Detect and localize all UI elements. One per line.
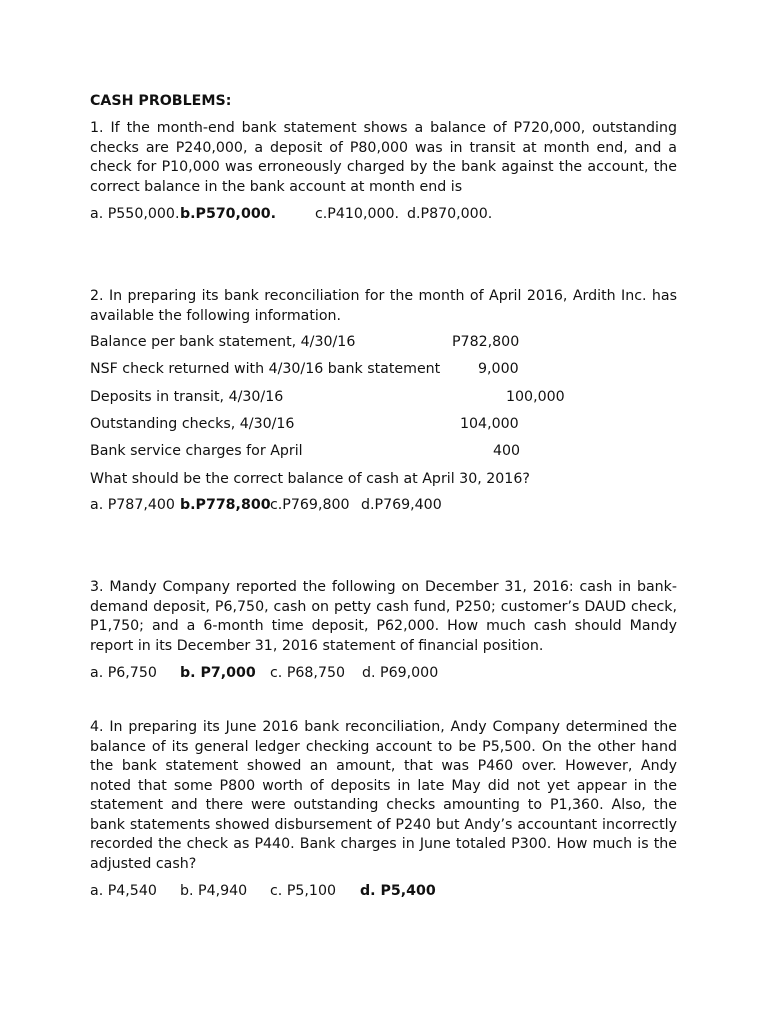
question-2-choices xyxy=(90,496,442,516)
question-4-choices xyxy=(90,882,436,902)
q4-choice-a: a. P4,540 xyxy=(90,883,157,899)
q4-choice-c: c. P5,100 xyxy=(270,883,336,899)
question-2-text: 2. In preparing its bank reconciliation for the month of April 2016, Ardith Inc. has available the following information. xyxy=(90,288,677,324)
q4-choice-d: d. P5,400 xyxy=(360,883,436,899)
q4-choice-b: b. P4,940 xyxy=(180,883,248,899)
question-2-prompt: What should be the correct balance of cash at April 30, 2016? xyxy=(90,471,530,487)
q2-row-label: Balance per bank statement, 4/30/16 xyxy=(90,334,356,350)
question-1-choices xyxy=(90,205,493,225)
q2-row-value: 104,000 xyxy=(460,416,519,432)
q2-row-value: 100,000 xyxy=(506,389,565,405)
q2-row-3 xyxy=(90,388,565,408)
q2-choice-d: d.P769,400 xyxy=(361,497,442,513)
question-3-text: 3. Mandy Company reported the following on December 31, 2016: cash in bank-demand deposit, P6,750, cash on petty cash fund, P250; customer’s DAUD check, P1,750; and a 6-month time deposit, P62,000. How much cash should Mandy report in its December 31, 2016 statement of financial position. xyxy=(90,579,677,654)
q2-row-4 xyxy=(90,415,519,435)
q1-choice-b: b.P570,000. xyxy=(180,206,276,222)
page-title: CASH PROBLEMS: xyxy=(90,93,232,109)
q1-choice-d: d.P870,000. xyxy=(407,206,493,222)
question-3-choices xyxy=(90,664,439,684)
q2-row-value: P782,800 xyxy=(452,334,520,350)
q2-row-label: Outstanding checks, 4/30/16 xyxy=(90,416,295,432)
q3-choice-b: b. P7,000 xyxy=(180,665,256,681)
question-1-text: 1. If the month-end bank statement shows a balance of P720,000, outstanding checks are P240,000, a deposit of P80,000 was in transit at month end, and a check for P10,000 was erroneously charged by the bank against the account, the correct balance in the bank account at month end is xyxy=(90,120,677,195)
q2-row-label: Deposits in transit, 4/30/16 xyxy=(90,389,284,405)
q3-choice-a: a. P6,750 xyxy=(90,665,157,681)
q2-row-value: 9,000 xyxy=(478,361,519,377)
q1-choice-a: a. P550,000. xyxy=(90,206,180,222)
q2-row-label: Bank service charges for April xyxy=(90,443,303,459)
q2-choice-b: b.P778,800 xyxy=(180,497,271,513)
q2-choice-c: c.P769,800 xyxy=(270,497,350,513)
q2-row-value: 400 xyxy=(493,443,521,459)
q2-row-5 xyxy=(90,442,521,462)
q3-choice-c: c. P68,750 xyxy=(270,665,346,681)
q2-choice-a: a. P787,400 xyxy=(90,497,175,513)
q2-row-1 xyxy=(90,333,520,353)
question-4-text: 4. In preparing its June 2016 bank reconciliation, Andy Company determined the balance of its general ledger checking account to be P5,500. On the other hand the bank statement showed an amount, that was P460 over. However, Andy noted that some P800 worth of deposits in late May did not yet appear in the statement and there were outstanding checks amounting to P1,360. Also, the bank statements showed disbursement of P240 but Andy’s accountant incorrectly recorded the check as P440. Bank charges in June totaled P300. How much is the adjusted cash? xyxy=(90,719,677,872)
q3-choice-d: d. P69,000 xyxy=(362,665,439,681)
q2-row-2 xyxy=(90,360,519,380)
q1-choice-c: c.P410,000. xyxy=(315,206,400,222)
q2-row-label: NSF check returned with 4/30/16 bank statement xyxy=(90,361,441,377)
